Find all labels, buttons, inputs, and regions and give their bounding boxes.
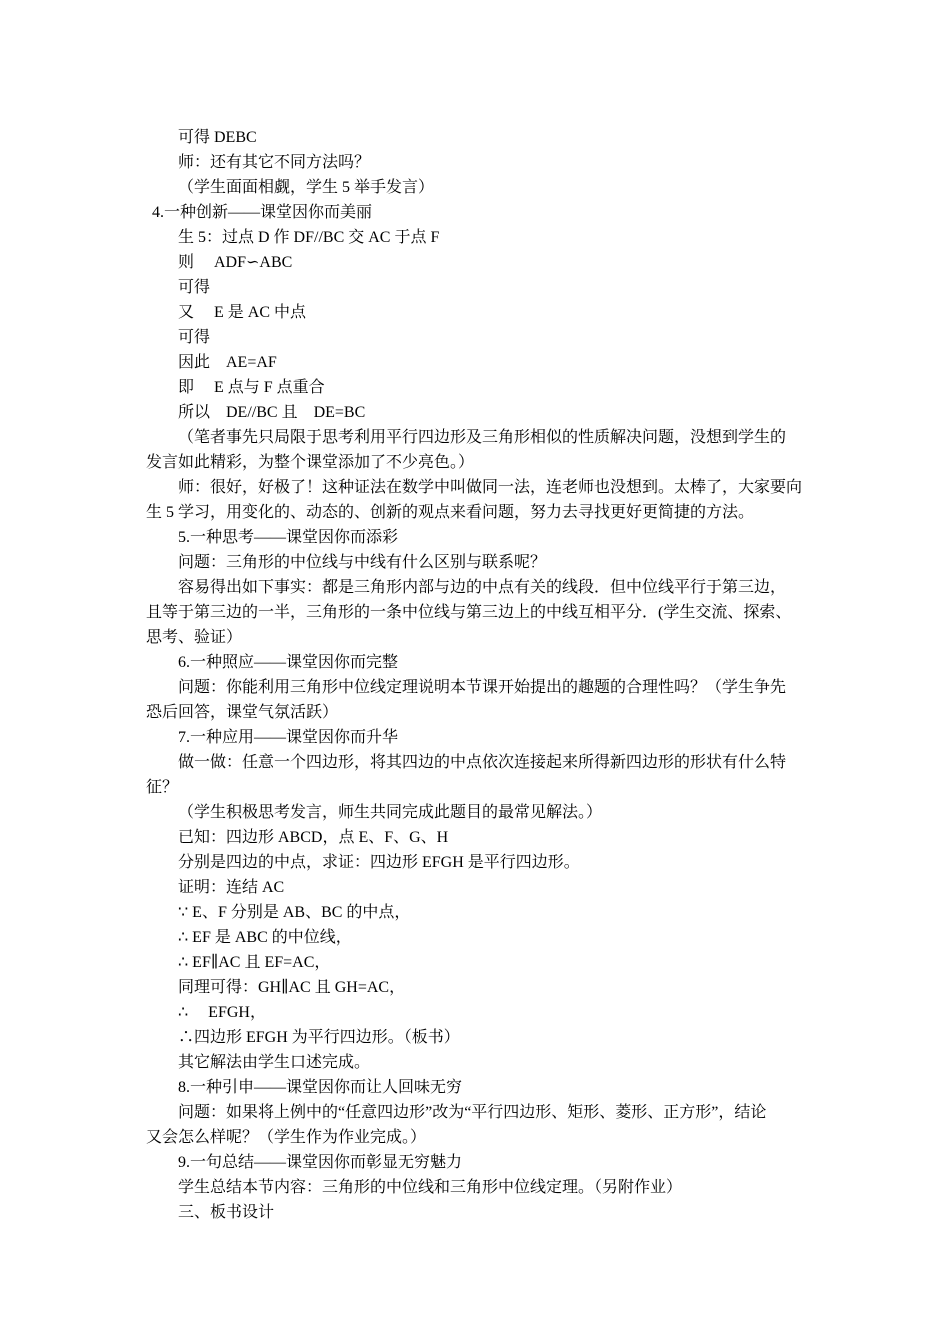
text-line: ∵ E、F 分别是 AB、BC 的中点，: [178, 904, 411, 921]
text-line: 其它解法由学生口述完成。: [178, 1054, 371, 1071]
text-line: 且等于第三边的一半，三角形的一条中位线与第三边上的中线互相平分．(学生交流、探索、: [146, 604, 792, 621]
text-line: 则 ADF∽ABC: [178, 254, 293, 271]
text-line: 问题：三角形的中位线与中线有什么区别与联系呢？: [178, 554, 547, 571]
text-line: ∴ EF∥AC 且 EF=AC，: [178, 954, 331, 971]
text-line: 已知：四边形 ABCD，点 E、F、G、H: [178, 829, 449, 846]
text-line: 可得: [178, 279, 211, 296]
text-line: 证明：连结 AC: [178, 879, 285, 896]
text-line: ∴ EF 是 ABC 的中位线，: [178, 929, 352, 946]
text-line: 因此 AE=AF: [178, 354, 277, 371]
text-line: 同理可得：GH∥AC 且 GH=AC，: [178, 979, 406, 996]
section-heading: 三、板书设计: [178, 1204, 275, 1221]
text-line: 征？: [146, 779, 179, 796]
text-line: （笔者事先只局限于思考利用平行四边形及三角形相似的性质解决问题，没想到学生的: [178, 429, 787, 446]
section-heading: 8.一种引申——课堂因你而让人回味无穷: [178, 1079, 463, 1096]
text-line: 又 E 是 AC 中点: [178, 304, 307, 321]
text-line: （学生面面相觑，学生 5 举手发言）: [178, 179, 435, 196]
section-heading: 4.一种创新——课堂因你而美丽: [152, 204, 373, 221]
text-line: ∴ EFGH，: [178, 1004, 266, 1021]
text-line: 容易得出如下事实：都是三角形内部与边的中点有关的线段．但中位线平行于第三边，: [178, 579, 787, 596]
text-line: 即 E 点与 F 点重合: [178, 379, 325, 396]
text-line: 可得: [178, 329, 211, 346]
text-line: 问题：你能利用三角形中位线定理说明本节课开始提出的趣题的合理性吗？（学生争先: [178, 679, 787, 696]
text-line: 学生总结本节内容：三角形的中位线和三角形中位线定理。（另附作业）: [178, 1179, 683, 1196]
text-line: 恐后回答，课堂气氛活跃）: [146, 704, 339, 721]
text-line: 师：还有其它不同方法吗？: [178, 154, 371, 171]
text-line: 做一做：任意一个四边形，将其四边的中点依次连接起来所得新四边形的形状有什么特: [178, 754, 787, 771]
text-line: 生 5 学习，用变化的、动态的、创新的观点来看问题，努力去寻找更好更简捷的方法。: [146, 504, 755, 521]
text-line: 思考、验证）: [146, 629, 243, 646]
text-line: 分别是四边的中点，求证：四边形 EFGH 是平行四边形。: [178, 854, 580, 871]
text-line: 所以 DE//BC 且 DE=BC: [178, 404, 366, 421]
text-line: 可得 DEBC: [178, 129, 257, 146]
text-line: 问题：如果将上例中的“任意四边形”改为“平行四边形、矩形、菱形、正方形”，结论: [178, 1104, 767, 1121]
text-line: 生 5：过点 D 作 DF//BC 交 AC 于点 F: [178, 229, 440, 246]
text-line: （学生积极思考发言，师生共同完成此题目的最常见解法。）: [178, 804, 603, 821]
text-line: 发言如此精彩，为整个课堂添加了不少亮色。）: [146, 454, 475, 471]
section-heading: 7.一种应用——课堂因你而升华: [178, 729, 399, 746]
text-line: 又会怎么样呢？（学生作为作业完成。）: [146, 1129, 427, 1146]
section-heading: 5.一种思考——课堂因你而添彩: [178, 529, 399, 546]
section-heading: 9.一句总结——课堂因你而彰显无穷魅力: [178, 1154, 463, 1171]
text-line: 师：很好，好极了！这种证法在数学中叫做同一法，连老师也没想到。太棒了，大家要向: [178, 479, 803, 496]
section-heading: 6.一种照应——课堂因你而完整: [178, 654, 399, 671]
text-line: ∴四边形 EFGH 为平行四边形。（板书）: [178, 1029, 460, 1046]
